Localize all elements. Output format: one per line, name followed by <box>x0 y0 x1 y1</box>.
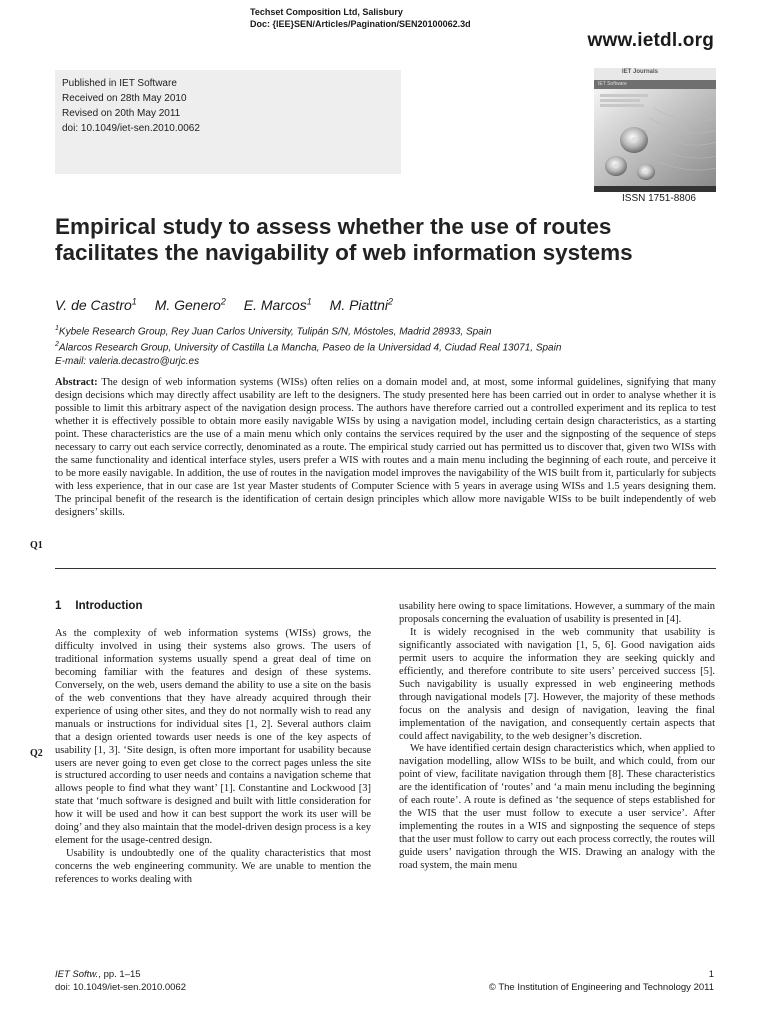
affiliation-2 <box>55 338 561 354</box>
issn: ISSN 1751-8806 <box>622 193 696 204</box>
paragraph: usability here owing to space limitations. However, a summary of the main proposals concerning the evaluation of usability is presented in [4]. <box>399 601 715 625</box>
author-list <box>55 296 407 313</box>
journal-website[interactable]: www.ietdl.org <box>587 30 714 51</box>
footer-doi: doi: 10.1049/iet-sen.2010.0062 <box>55 982 186 993</box>
query-marker-q2: Q2 <box>30 748 43 759</box>
section-title: Introduction <box>75 600 143 612</box>
affiliation-mark: 1 <box>306 296 312 306</box>
cover-brand: IET Journals <box>622 69 659 75</box>
author <box>330 297 393 313</box>
cover-art <box>594 68 716 192</box>
journal-abbrev: IET Softw. <box>55 969 99 980</box>
abstract <box>55 376 716 520</box>
cover-footer-strip <box>594 186 716 192</box>
footer-right <box>489 968 714 994</box>
paragraph: Usability is undoubtedly one of the quality characteristics that most concerns the web engineering community. We are unable to mention the references to works dealing with <box>55 848 371 886</box>
affiliation-mark: 1 <box>55 325 59 332</box>
body-column-left <box>55 628 371 887</box>
abstract-label: Abstract: <box>55 377 98 388</box>
affiliation-mark: 2 <box>220 296 226 306</box>
paper-title: Empirical study to assess whether the use of routes facilitates the navigability of web information systems <box>55 214 633 265</box>
author <box>55 297 137 313</box>
affiliation-text: Alarcos Research Group, University of Castilla La Mancha, Paseo de la Universidad 4, Ciudad Real 13071, Spain <box>58 342 562 354</box>
affiliations <box>55 322 561 368</box>
journal-cover-image <box>594 68 716 192</box>
author-name: E. Marcos <box>243 296 307 313</box>
revised-date: Revised on 20th May 2011 <box>62 108 181 119</box>
doi-header: doi: 10.1049/iet-sen.2010.0062 <box>62 123 200 134</box>
production-line-1: Techset Composition Ltd, Salisbury <box>250 7 403 17</box>
production-info <box>250 6 471 30</box>
author-name: M. Piattni <box>329 296 389 313</box>
footer-left <box>55 968 186 994</box>
cover-band-title: IET Software <box>598 81 627 87</box>
contact-email[interactable]: E-mail: valeria.decastro@urjc.es <box>55 355 200 367</box>
body-column-right <box>399 601 715 873</box>
received-date: Received on 28th May 2010 <box>62 93 187 104</box>
journal-citation <box>55 968 186 981</box>
production-line-2: Doc: {IEE}SEN/Articles/Pagination/SEN20100062.3d <box>250 19 471 29</box>
publication-details <box>62 76 200 136</box>
affiliation-1 <box>55 322 561 338</box>
author <box>155 297 226 313</box>
affiliation-mark: 2 <box>388 296 394 306</box>
abstract-text: The design of web information systems (WISs) often relies on a domain model and, at most, some informal guidelines, signifying that many design decisions which may directly affect usability are left to the designers. The study presented here has been carried out in order to analyse whether it is possible to limit this arbitrary aspect of the navigation design process. The authors have therefore carried out a controlled experiment and its replica to test whether it is effectively possible to obtain more easily navigable WISs by using a navigation model, including certain design characteristics, as a starting point. These characteristics are the use of a main menu which only contains the services required by the user and the signposting of the sequence of steps necessary to carry out each service correctly, denominated as a route. The empirical study carried out has permitted us to discover that, given two WISs with the same functionality and identical interface styles, users prefer a WIS with routes and a main menu including the beginning of each route, and perceive it to be more easily navigable. In addition, the use of routes in the navigation model improves the navigability of the WIS built from it, particularly for subjects with less experience, that in our case are 1st year Master students of Computer Science with 5 years in average using WISs and 1.5 years designing them. The principal benefit of the research is the identification of certain design principles which allow more navigable WISs to be built independently of web designers’ skills. <box>55 377 717 519</box>
section-heading <box>55 600 142 612</box>
author-name: M. Genero <box>154 296 221 313</box>
paragraph: As the complexity of web information systems (WISs) grows, the difficulty involved in using their systems also grows. The users of traditional information systems usually spend a great deal of time on becoming familiar with the features and design of these systems. Conversely, on the web, users demand the ability to use a site on the basis of the web conventions that they have already acquired through their experience of using other sites, and they do not normally wish to read any manuals or instructions for individual sites [1, 2]. Several authors claim that a design oriented towards user needs is one of the key aspects of usability [1, 3]. ‘Site design, is often more important for usability because users are never going to even get close to the correct pages unless the site is structured according to user needs and contains a navigation scheme that allows people to find what they want’ [1]. Constantine and Lockwood [3] state that ‘much software is designed and built with little consideration for how it will be used and how it can best support the work its user will be doing’ and they also maintain that the model-driven design process is a key element for the usage-centred design. <box>55 628 371 847</box>
query-marker-q1: Q1 <box>30 540 43 551</box>
copyright: © The Institution of Engineering and Technology 2011 <box>488 982 714 993</box>
paragraph: We have identified certain design characteristics which, when applied to navigation modelling, allow WISs to be built, and which could, from our point of view, facilitate navigation through them [8]. These characteristics are the identification of ‘routes’ and ‘a main menu including the beginning of each route’. A route is defined as ‘the sequence of steps established for the WIS that the user must follow to execute a user service’. After implementing the routes in a WIS and signposting the sequence of steps that the user must follow to carry out each process correctly, the routes will guide users’ navigation through the WIS. Drawing an analogy with the road system, the main menu <box>399 743 715 872</box>
paragraph: It is widely recognised in the web community that usability is significantly associated with navigation [1, 5, 6]. Good navigation aids permit users to acquire the information they are seeking quickly and efficiently, and therefore contribute to site users’ perceived success [5]. Such navigability is usually expressed in web engineering methods through navigational models [7]. However, the majority of these methods focus on the analysis and design of navigation, leaving the final implementation of the navigation, and consequently certain aspects that could affect navigability, to the web designer’s discretion. <box>399 626 715 742</box>
page-range: , pp. 1–15 <box>98 969 141 980</box>
page-number: 1 <box>708 969 714 980</box>
affiliation-mark: 1 <box>131 296 137 306</box>
section-number: 1 <box>55 600 62 612</box>
author <box>244 297 312 313</box>
author-name: V. de Castro <box>55 296 132 313</box>
affiliation-mark: 2 <box>55 341 59 349</box>
published-in: Published in IET Software <box>62 78 177 89</box>
affiliation-text: Kybele Research Group, Rey Juan Carlos University, Tulipán S/N, Móstoles, Madrid 28933, Spain <box>58 326 492 338</box>
section-divider <box>55 568 716 569</box>
